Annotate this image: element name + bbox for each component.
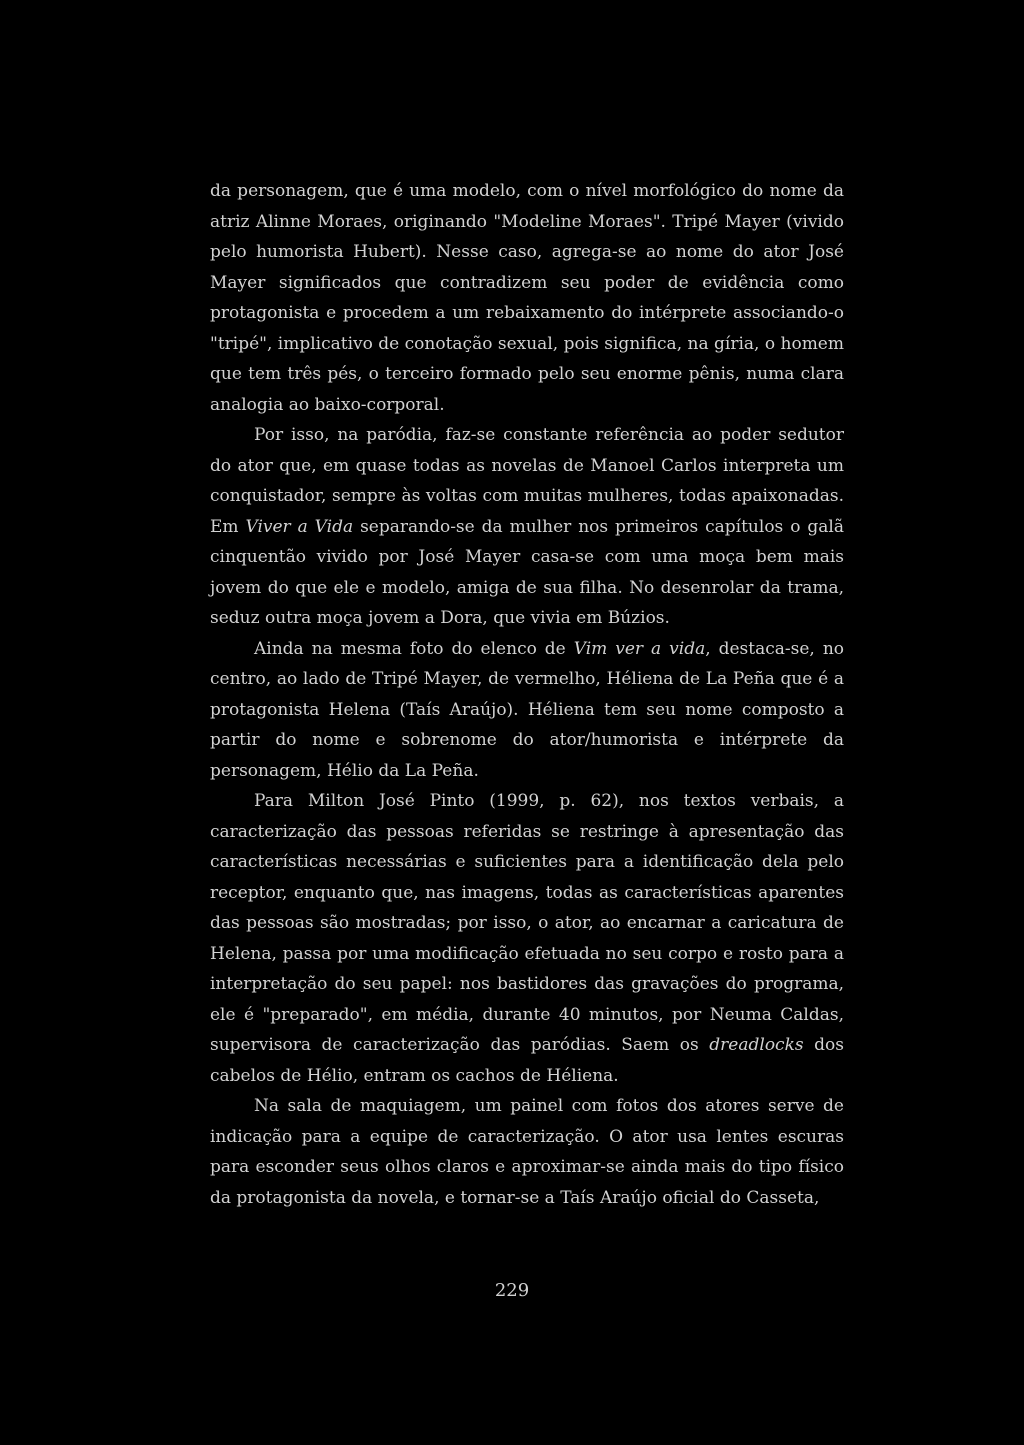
paragraph-text: da personagem, que é uma modelo, com o nível morfológico do nome da atriz Alinne Moraes, originando "Modeline Moraes". Tripé Mayer (vivido pelo humorista Hubert). Nesse caso, agrega-se ao nome do ator José Mayer significados que contradizem seu poder de evidência como protagonista e procedem a um rebaixamento do intérprete associando-o "tripé", implicativo de conotação sexual, pois significa, na gíria, o homem que tem três pés, o terceiro formado pelo seu enorme pênis, numa clara analogia ao baixo-corporal. bbox=[210, 181, 844, 415]
paragraph-text: , destaca-se, no centro, ao lado de Tripé Mayer, de vermelho, Héliena de La Peña que é a protagonista Helena (Taís Araújo). Héliena tem seu nome composto a partir do nome e sobrenome do ator/humorista e intérprete da personagem, Hélio da La Peña. bbox=[210, 638, 844, 781]
paragraph-text: Na sala de maquiagem, um painel com fotos dos atores serve de indicação para a equipe de caracterização. O ator usa lentes escuras para esconder seus olhos claros e aproximar-se ainda mais do tipo físico da protagonista da novela, e tornar-se a Taís Araújo oficial do Casseta, bbox=[210, 1096, 844, 1208]
paragraph-text: Ainda na mesma foto do elenco de bbox=[254, 638, 574, 659]
paragraph bbox=[210, 634, 844, 787]
page-number: 229 bbox=[494, 1280, 530, 1301]
paragraph bbox=[210, 176, 844, 420]
paragraph bbox=[210, 786, 844, 1091]
paragraph-text: Por isso, na paródia, faz-se constante referência ao poder sedutor do ator que, em quase todas as novelas de Manoel Carlos interpreta um conquistador, sempre às voltas com muitas mulheres, todas apaixonadas. Em bbox=[210, 425, 844, 537]
paragraph-text: dos cabelos de Hélio, entram os cachos de Héliena. bbox=[210, 1035, 844, 1086]
body-text bbox=[210, 176, 844, 1213]
paragraph bbox=[210, 420, 844, 634]
paragraph bbox=[210, 1091, 844, 1213]
paragraph-text: separando-se da mulher nos primeiros capítulos o galã cinquentão vivido por José Mayer casa-se com uma moça bem mais jovem do que ele e modelo, amiga de sua filha. No desenrolar da trama, seduz outra moça jovem a Dora, que vivia em Búzios. bbox=[210, 516, 844, 628]
italic-title: Viver a Vida bbox=[245, 516, 354, 537]
italic-term: dreadlocks bbox=[709, 1035, 804, 1055]
italic-title: Vim ver a vida bbox=[573, 638, 706, 659]
paragraph-text: Para Milton José Pinto (1999, p. 62), nos textos verbais, a caracterização das pessoas referidas se restringe à apresentação das características necessárias e suficientes para a identificação dela pelo receptor, enquanto que, nas imagens, todas as características aparentes das pessoas são mostradas; por isso, o ator, ao encarnar a caricatura de Helena, passa por uma modificação efetuada no seu corpo e rosto para a interpretação do seu papel: nos bastidores das gravações do programa, ele é "preparado", em média, durante 40 minutos, por Neuma Caldas, supervisora de caracterização das paródias. Saem os bbox=[210, 791, 844, 1055]
